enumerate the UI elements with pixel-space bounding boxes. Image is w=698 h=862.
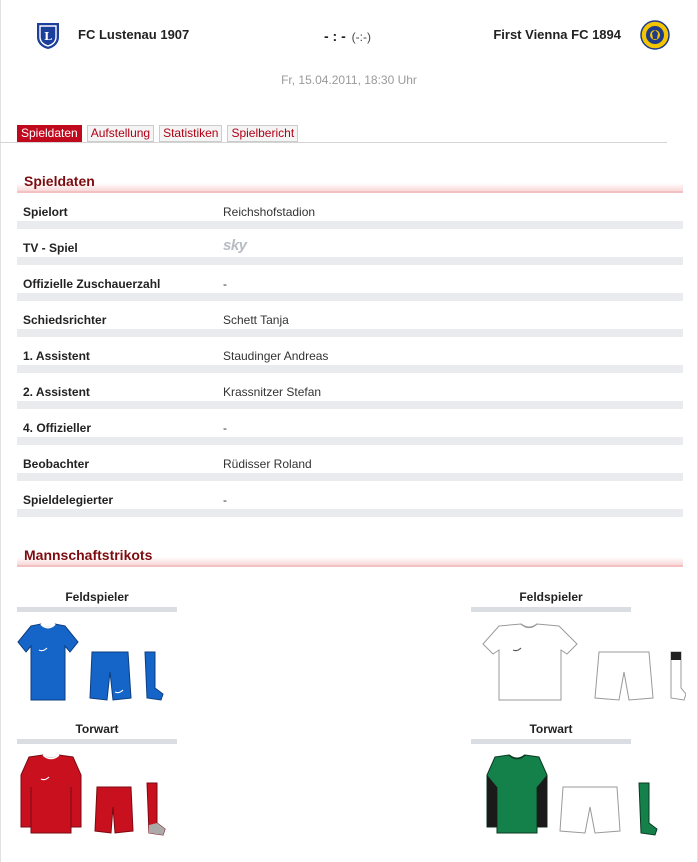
away-outfield-shorts-icon	[595, 652, 653, 700]
home-outfield-kit	[17, 622, 167, 704]
detail-value: Reichshofstadion	[223, 205, 316, 219]
away-outfield-socks-icon	[671, 652, 686, 700]
detail-row-fourth-official	[17, 409, 683, 445]
home-team-crest-icon[interactable]	[33, 20, 63, 50]
home-keeper-shorts-icon	[95, 787, 133, 833]
match-score	[324, 28, 371, 44]
away-keeper-socks-icon	[639, 783, 657, 835]
detail-label: Schiedsrichter	[23, 313, 107, 327]
tab-bar	[17, 125, 298, 142]
tab-spieldaten[interactable]: Spieldaten	[17, 125, 82, 142]
tab-divider	[0, 142, 667, 143]
detail-value: Schett Tanja	[223, 313, 289, 327]
away-keeper-shorts-icon	[560, 787, 620, 833]
tab-statistiken[interactable]: Statistiken	[159, 125, 222, 142]
detail-value: -	[223, 493, 227, 507]
detail-value: Rüdisser Roland	[223, 457, 312, 471]
detail-row-referee	[17, 301, 683, 337]
detail-label: 1. Assistent	[23, 349, 90, 363]
match-datetime: Fr, 15.04.2011, 18:30 Uhr	[281, 73, 417, 87]
home-outfield-shirt-icon	[18, 624, 78, 700]
home-outfield-socks-icon	[145, 652, 163, 700]
detail-label: Beobachter	[23, 457, 90, 471]
detail-label: 2. Assistent	[23, 385, 90, 399]
detail-value: -	[223, 421, 227, 435]
detail-label: Spielort	[23, 205, 68, 219]
section-title-kits: Mannschaftstrikots	[24, 547, 153, 563]
home-outfield-shorts-icon	[90, 652, 131, 700]
detail-label: 4. Offizieller	[23, 421, 92, 435]
away-keeper-shirt-icon	[487, 755, 547, 833]
detail-row-assistant-2	[17, 373, 683, 409]
away-outfield-kit	[481, 622, 686, 704]
detail-label: Spieldelegierter	[23, 493, 114, 507]
home-keeper-shirt-icon	[21, 755, 81, 833]
away-outfield-label: Feldspieler	[471, 590, 631, 612]
away-keeper-kit	[483, 753, 663, 838]
detail-value: Staudinger Andreas	[223, 349, 329, 363]
section-title-spieldaten: Spieldaten	[24, 173, 95, 189]
detail-row-attendance	[17, 265, 683, 301]
away-keeper-label: Torwart	[471, 722, 631, 744]
detail-value: Krassnitzer Stefan	[223, 385, 322, 399]
away-team-crest-icon[interactable]	[640, 20, 670, 50]
detail-row-observer	[17, 445, 683, 481]
home-keeper-label: Torwart	[17, 722, 177, 744]
home-keeper-socks-icon	[147, 783, 165, 835]
tab-spielbericht[interactable]: Spielbericht	[227, 125, 298, 142]
detail-value: -	[223, 277, 227, 291]
sky-logo-icon: sky	[223, 237, 247, 254]
detail-row-delegate	[17, 481, 683, 517]
score-value: - : -	[324, 28, 346, 44]
tab-aufstellung[interactable]: Aufstellung	[87, 125, 154, 142]
detail-label: TV - Spiel	[23, 241, 78, 255]
section-header-spieldaten	[17, 171, 683, 193]
match-details-table	[17, 193, 683, 517]
home-outfield-label: Feldspieler	[17, 590, 177, 612]
detail-row-assistant-1	[17, 337, 683, 373]
detail-row-venue	[17, 193, 683, 229]
detail-label: Offizielle Zuschauerzahl	[23, 277, 161, 291]
section-header-kits	[17, 545, 683, 567]
home-team-name[interactable]: FC Lustenau 1907	[78, 27, 190, 42]
away-outfield-shirt-icon	[483, 624, 577, 700]
svg-text:L: L	[44, 30, 52, 43]
away-team-name[interactable]: First Vienna FC 1894	[493, 27, 621, 42]
halftime-score: (-:-)	[351, 30, 371, 44]
home-keeper-kit	[17, 753, 167, 838]
detail-row-tv	[17, 229, 683, 265]
